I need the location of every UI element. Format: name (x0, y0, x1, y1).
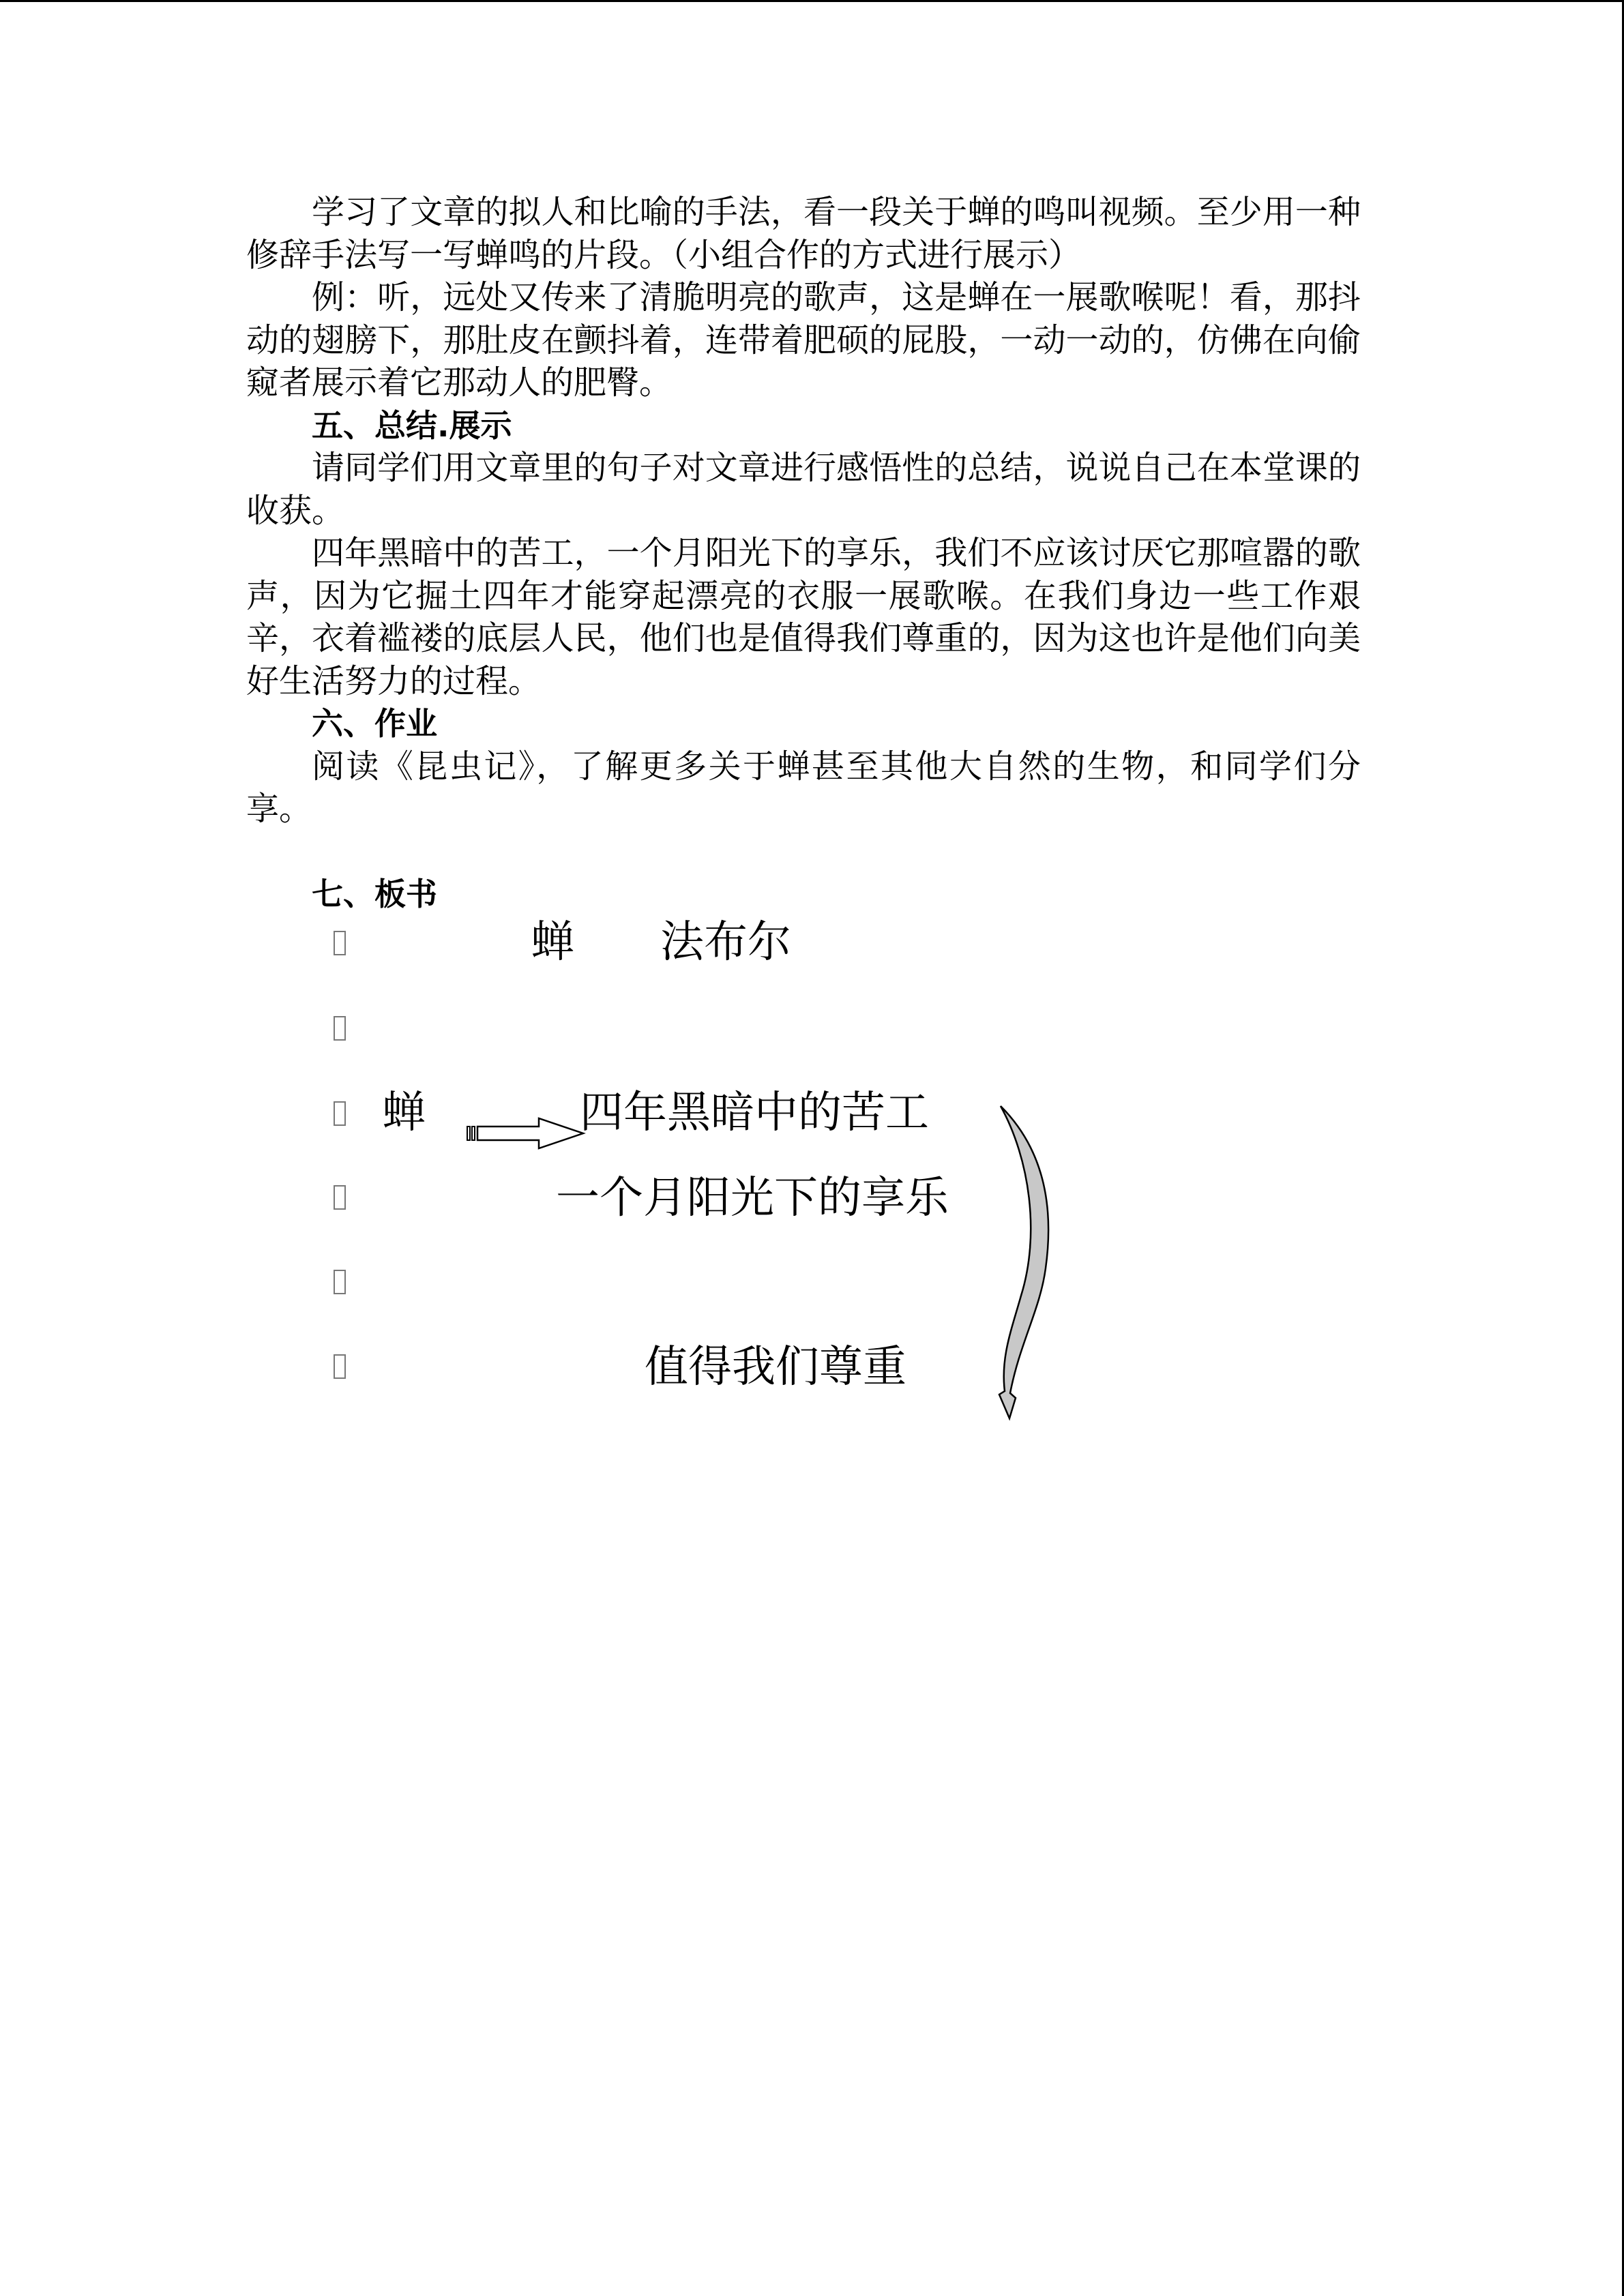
board-subject: 蝉 (382, 1088, 426, 1138)
bullet-icon (334, 931, 346, 955)
paragraph-summary-prompt: 请同学们用文章里的句子对文章进行感悟性的总结，说说自己在本堂课的收获。 (246, 449, 1361, 530)
board-line-sunny-joy: 一个月阳光下的享乐 (556, 1173, 949, 1223)
paragraph-homework: 阅读《昆虫记》，了解更多关于蝉甚至其他大自然的生物，和同学们分享。 (246, 747, 1361, 828)
right-arrow-icon (464, 1112, 587, 1152)
paragraph-summary-answer: 四年黑暗中的苦工，一个月阳光下的享乐，我们不应该讨厌它那喧嚣的歌声，因为它掘土四年才能穿起漂亮的衣服一展歌喉。在我们身边一些工作艰辛，衣着褴褛的底层人民，他们也是值得我们尊重的，因为这也许是他们向美好生活努力的过程。 (246, 534, 1361, 700)
paragraph-example: 例：听，远处又传来了清脆明亮的歌声，这是蝉在一展歌喉呢！看，那抖动的翅膀下，那肚皮在颤抖着，连带着肥硕的屁股，一动一动的，仿佛在向偷窥者展示着它那动人的肥臀。 (246, 278, 1361, 402)
bullet-icon (334, 1185, 346, 1210)
bullet-icon (334, 1354, 346, 1379)
curved-arrow-icon (992, 1098, 1067, 1425)
board-line-dark-toil: 四年黑暗中的苦工 (580, 1088, 929, 1138)
heading-homework: 六、作业 (312, 705, 437, 742)
board-author: 法布尔 (660, 917, 791, 968)
board-title-word: 蝉 (531, 917, 574, 968)
bullet-icon (334, 1270, 346, 1294)
bullet-icon (334, 1101, 346, 1126)
heading-blackboard: 七、板书 (312, 875, 437, 912)
board-conclusion: 值得我们尊重 (645, 1342, 906, 1392)
heading-summary: 五、总结.展示 (312, 406, 512, 444)
paragraph-rhetoric-task: 学习了文章的拟人和比喻的手法，看一段关于蝉的鸣叫视频。至少用一种修辞手法写一写蝉鸣的片段。（小组合作的方式进行展示） (246, 193, 1361, 274)
bullet-icon (334, 1016, 346, 1041)
